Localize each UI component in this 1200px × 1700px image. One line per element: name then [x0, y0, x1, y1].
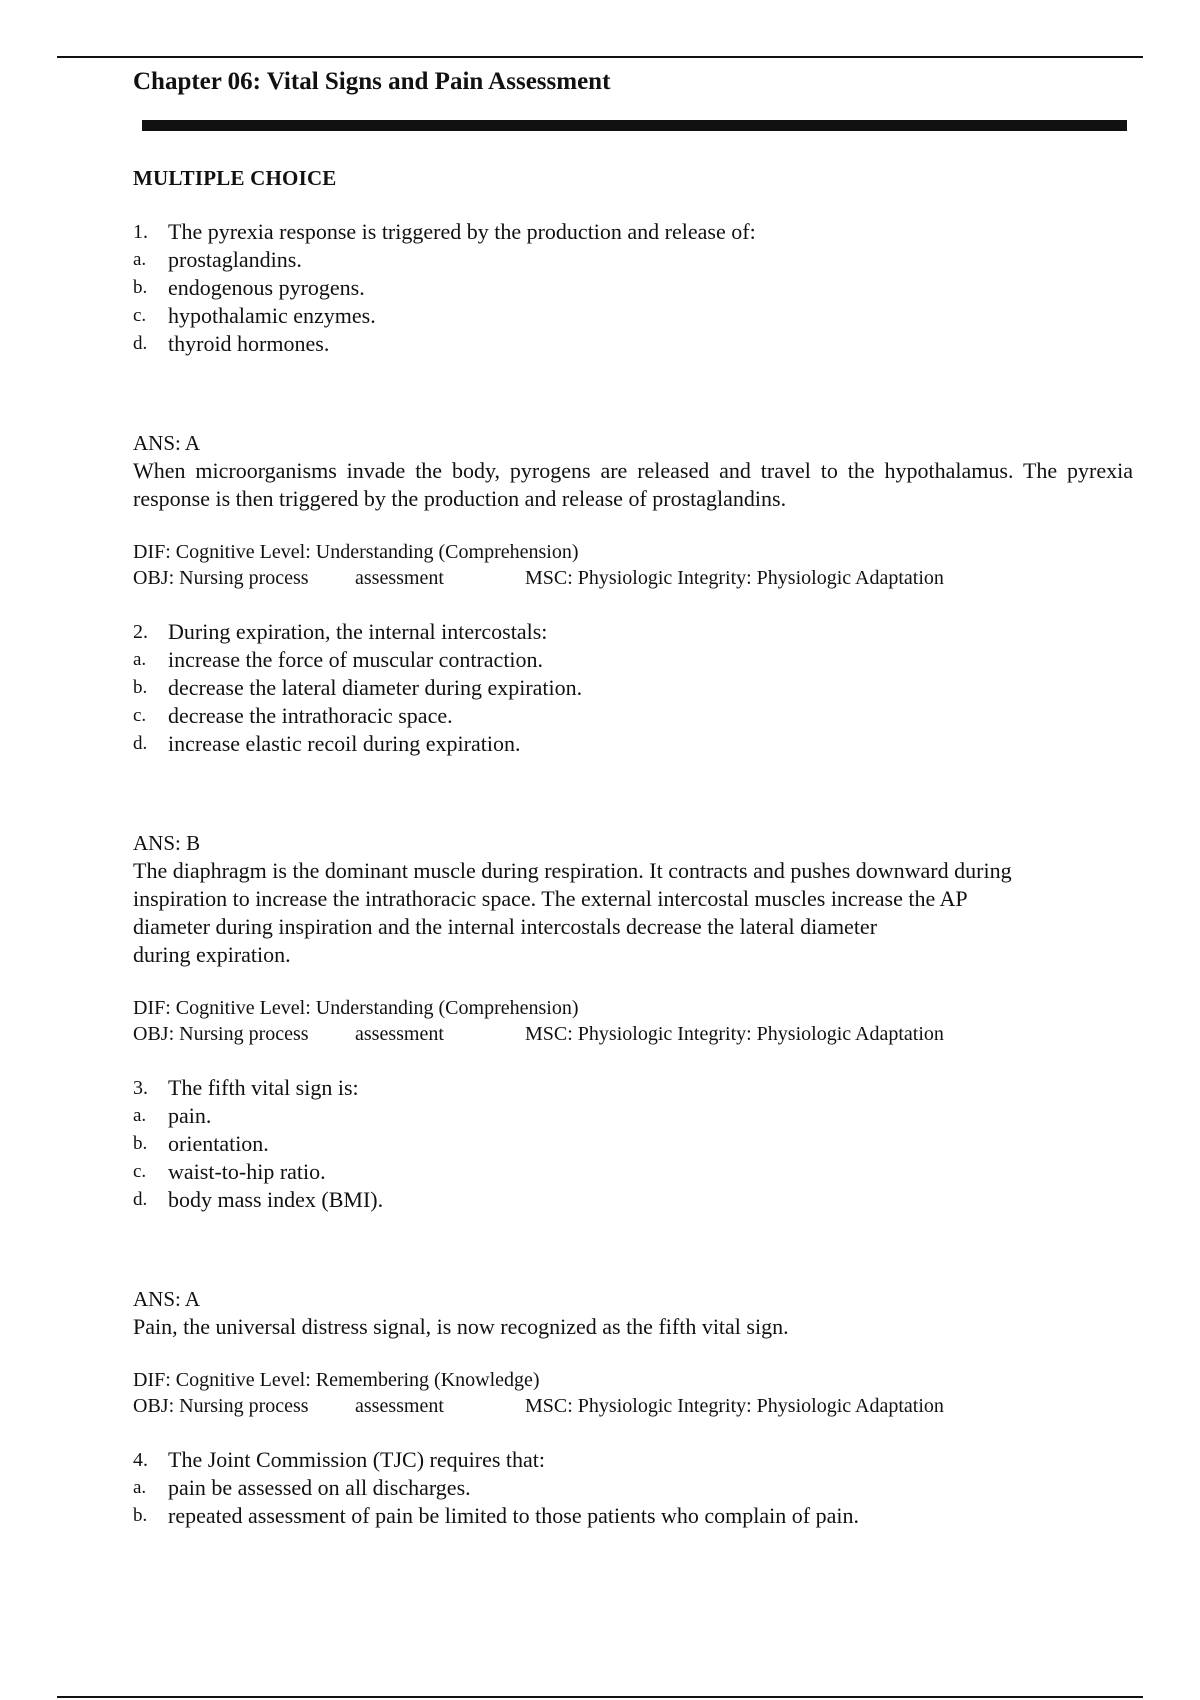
question-text: The pyrexia response is triggered by the production and release of: — [168, 219, 756, 244]
answer-option — [133, 1130, 1133, 1158]
answer-option — [133, 302, 1133, 330]
question-number: 4. — [133, 1449, 148, 1471]
option-text: orientation. — [168, 1131, 269, 1156]
option-text: pain be assessed on all discharges. — [168, 1475, 471, 1500]
msc-label: MSC: Physiologic Integrity: Physiologic Adaptation — [525, 1395, 944, 1417]
option-text: increase the force of muscular contraction. — [168, 647, 544, 672]
question-1 — [133, 218, 1133, 591]
option-letter: c. — [133, 705, 147, 726]
question-metadata — [133, 995, 1133, 1047]
option-letter: c. — [133, 305, 147, 326]
question-number: 1. — [133, 221, 148, 243]
option-letter: b. — [133, 1505, 148, 1526]
chapter-title: Chapter 06: Vital Signs and Pain Assessment — [133, 68, 611, 95]
question-text: The fifth vital sign is: — [168, 1075, 359, 1100]
question-number: 3. — [133, 1077, 148, 1099]
obj-label: OBJ: Nursing process — [133, 1023, 309, 1045]
rationale-line: inspiration to increase the intrathoracic space. The external intercostal muscles increase the AP — [133, 886, 968, 911]
option-letter: a. — [133, 649, 147, 670]
msc-label: MSC: Physiologic Integrity: Physiologic Adaptation — [525, 567, 944, 589]
question-stem — [133, 1446, 1133, 1474]
option-text: hypothalamic enzymes. — [168, 303, 376, 328]
answer-option — [133, 1502, 1133, 1530]
obj-label: OBJ: Nursing process — [133, 567, 309, 589]
spacer — [133, 758, 1133, 830]
spacer — [133, 1214, 1133, 1286]
option-letter: a. — [133, 1105, 147, 1126]
obj-value: assessment — [355, 567, 444, 589]
answer-option — [133, 246, 1133, 274]
option-text: increase elastic recoil during expiration. — [168, 731, 521, 756]
obj-value: assessment — [355, 1023, 444, 1045]
option-letter: d. — [133, 1189, 148, 1210]
question-text: During expiration, the internal intercostals: — [168, 619, 548, 644]
option-text: endogenous pyrogens. — [168, 275, 365, 300]
rationale-text: Pain, the universal distress signal, is now recognized as the fifth vital sign. — [133, 1314, 789, 1339]
obj-label: OBJ: Nursing process — [133, 1395, 309, 1417]
question-2 — [133, 618, 1133, 1047]
obj-value: assessment — [355, 1395, 444, 1417]
answer-option — [133, 330, 1133, 358]
option-letter: b. — [133, 277, 148, 298]
option-letter: a. — [133, 249, 147, 270]
answer-option — [133, 274, 1133, 302]
option-text: prostaglandins. — [168, 247, 302, 272]
bottom-rule — [57, 1696, 1143, 1698]
option-text: pain. — [168, 1103, 212, 1128]
rationale-line: The diaphragm is the dominant muscle during respiration. It contracts and pushes downward during — [133, 858, 1012, 883]
option-letter: d. — [133, 333, 148, 354]
question-stem — [133, 218, 1133, 246]
option-letter: c. — [133, 1161, 147, 1182]
answer-option — [133, 730, 1133, 758]
answer-option — [133, 702, 1133, 730]
question-number: 2. — [133, 621, 148, 643]
obj-msc-line — [133, 1021, 1133, 1047]
dif-line: DIF: Cognitive Level: Understanding (Comprehension) — [133, 541, 579, 563]
obj-msc-line — [133, 1393, 1133, 1419]
option-letter: b. — [133, 677, 148, 698]
option-text: waist-to-hip ratio. — [168, 1159, 326, 1184]
option-text: decrease the intrathoracic space. — [168, 703, 453, 728]
dif-line: DIF: Cognitive Level: Remembering (Knowledge) — [133, 1369, 540, 1391]
question-metadata — [133, 539, 1133, 591]
dif-line: DIF: Cognitive Level: Understanding (Comprehension) — [133, 997, 579, 1019]
option-letter: a. — [133, 1477, 147, 1498]
answer-key: ANS: A — [133, 1287, 201, 1311]
option-letter: d. — [133, 733, 148, 754]
title-underline-bar — [142, 120, 1127, 131]
rationale-text — [133, 857, 1133, 969]
obj-msc-line — [133, 565, 1133, 591]
option-text: decrease the lateral diameter during expiration. — [168, 675, 583, 700]
option-text: body mass index (BMI). — [168, 1187, 384, 1212]
answer-option — [133, 1186, 1133, 1214]
question-stem — [133, 1074, 1133, 1102]
question-stem — [133, 618, 1133, 646]
answer-key: ANS: A — [133, 431, 201, 455]
question-metadata — [133, 1367, 1133, 1419]
answer-option — [133, 1158, 1133, 1186]
option-text: repeated assessment of pain be limited to those patients who complain of pain. — [168, 1503, 859, 1528]
rationale-line: during expiration. — [133, 942, 291, 967]
answer-option — [133, 674, 1133, 702]
question-3 — [133, 1074, 1133, 1419]
rationale-line: diameter during inspiration and the internal intercostals decrease the lateral diameter — [133, 914, 878, 939]
answer-option — [133, 646, 1133, 674]
document-page — [133, 64, 1133, 1530]
option-letter: b. — [133, 1133, 148, 1154]
question-4 — [133, 1446, 1133, 1530]
rationale-text: When microorganisms invade the body, pyrogens are released and travel to the hypothalamus. The pyrexia response is then triggered by the production and release of prostaglandins. — [133, 458, 1133, 511]
answer-key: ANS: B — [133, 831, 201, 855]
option-text: thyroid hormones. — [168, 331, 330, 356]
answer-option — [133, 1474, 1133, 1502]
msc-label: MSC: Physiologic Integrity: Physiologic Adaptation — [525, 1023, 944, 1045]
spacer — [133, 358, 1133, 430]
question-text: The Joint Commission (TJC) requires that: — [168, 1447, 546, 1472]
top-rule — [57, 56, 1143, 58]
answer-option — [133, 1102, 1133, 1130]
section-heading: MULTIPLE CHOICE — [133, 166, 337, 190]
